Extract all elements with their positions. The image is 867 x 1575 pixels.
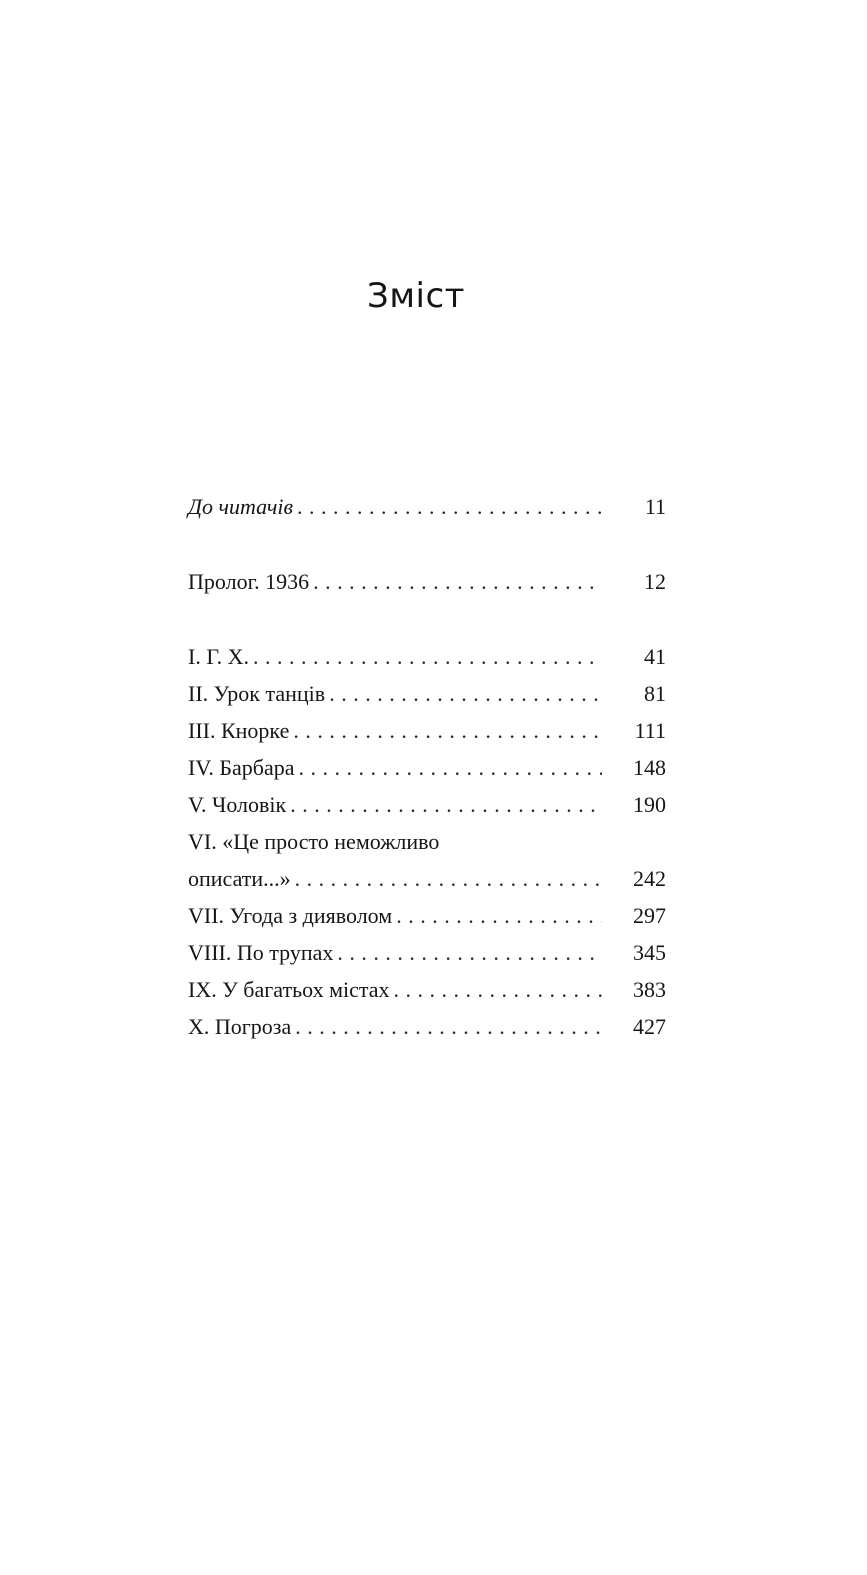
- toc-entry-chapter-9: [188, 971, 666, 1008]
- toc-entry-title: III. Кнорке: [188, 718, 290, 743]
- toc-entry-title: VII. Угода з дияволом: [188, 903, 393, 928]
- toc-page-number: 427: [633, 1014, 666, 1039]
- table-of-contents: [188, 488, 666, 1045]
- page-title: Зміст: [367, 276, 465, 316]
- toc-entry-chapter-6-line1: [188, 823, 666, 860]
- toc-entry-title-continued: описати...»: [188, 866, 291, 891]
- toc-page-number: 383: [633, 977, 666, 1002]
- toc-entry-title: До читачів: [188, 494, 294, 519]
- toc-entry-chapter-3: [188, 712, 666, 749]
- dot-leader: [299, 749, 603, 786]
- dot-leader: [297, 488, 602, 525]
- dot-leader: [290, 786, 602, 823]
- toc-entry-title: V. Чоловік: [188, 792, 287, 817]
- toc-entry-title: IV. Барбара: [188, 755, 295, 780]
- dot-leader: [313, 563, 602, 600]
- toc-entry-title: II. Урок танців: [188, 681, 326, 706]
- toc-entry-chapter-8: [188, 934, 666, 971]
- toc-entry-chapter-4: [188, 749, 666, 786]
- toc-page-number: 148: [633, 755, 666, 780]
- toc-entry-title: X. Погроза: [188, 1014, 292, 1039]
- toc-page-number: 12: [644, 569, 666, 594]
- dot-leader: [394, 971, 602, 1008]
- dot-leader: [293, 712, 602, 749]
- toc-page-number: 11: [644, 494, 666, 519]
- toc-entry-chapter-10: [188, 1008, 666, 1045]
- toc-entry-title: Пролог. 1936: [188, 569, 310, 594]
- toc-page-number: 81: [644, 681, 666, 706]
- dot-leader: [337, 934, 602, 971]
- toc-entry-title: VIII. По трупах: [188, 940, 334, 965]
- toc-entry-prologue: [188, 563, 666, 600]
- toc-page-number: 297: [633, 903, 666, 928]
- toc-entry-chapter-2: [188, 675, 666, 712]
- toc-entry-chapter-7: [188, 897, 666, 934]
- toc-page-number: 242: [633, 866, 666, 891]
- dot-leader: [295, 860, 602, 897]
- toc-entry-chapter-6-line2: [188, 860, 666, 897]
- dot-leader: [396, 897, 602, 934]
- dot-leader: [253, 638, 602, 675]
- toc-page-number: 190: [633, 792, 666, 817]
- dot-leader: [329, 675, 602, 712]
- toc-entry-chapter-5: [188, 786, 666, 823]
- toc-page-number: 345: [633, 940, 666, 965]
- toc-page-number: 111: [634, 718, 666, 743]
- toc-entry-title: I. Г. Х.: [188, 644, 249, 669]
- toc-entry-chapter-1: [188, 638, 666, 675]
- toc-page-number: 41: [644, 644, 666, 669]
- toc-entry-to-readers: [188, 488, 666, 525]
- toc-entry-title: VI. «Це просто неможливо: [188, 829, 440, 854]
- toc-entry-title: IX. У багатьох містах: [188, 977, 390, 1002]
- dot-leader: [295, 1008, 602, 1045]
